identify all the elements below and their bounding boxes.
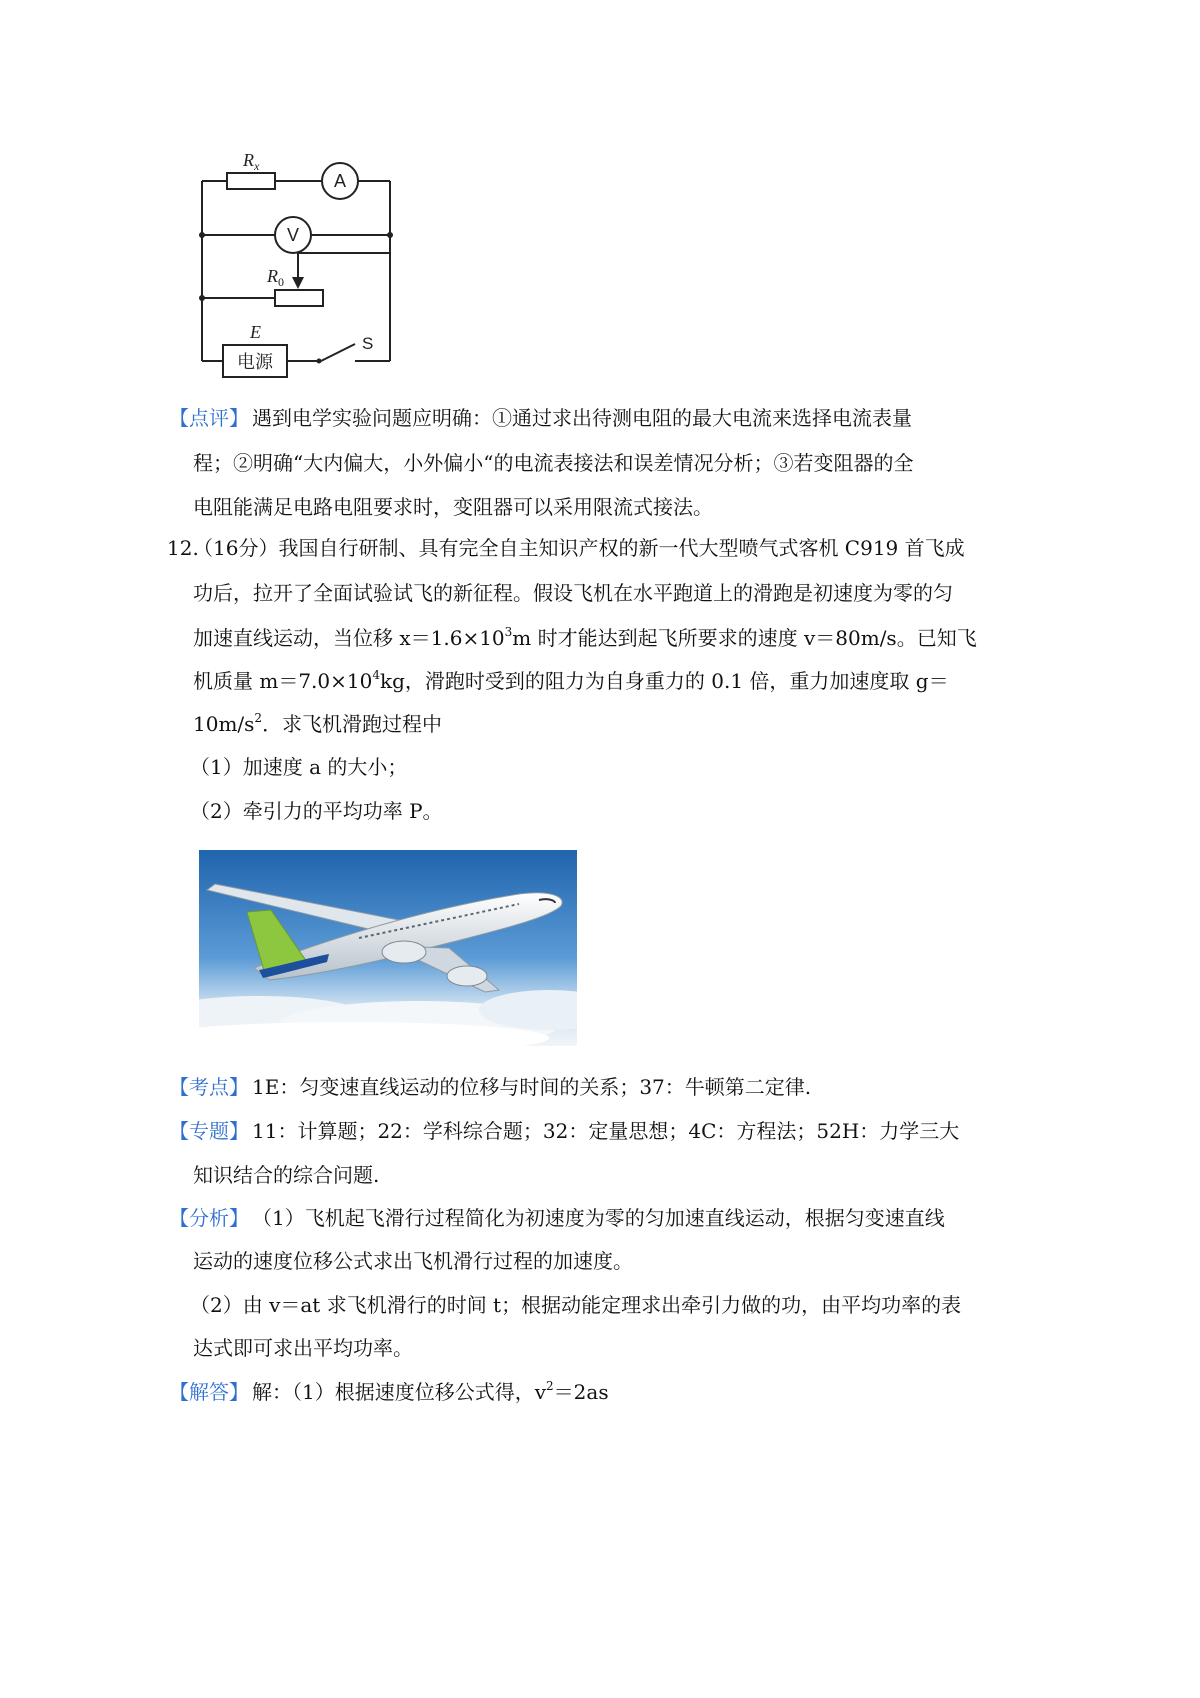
junction-dot (199, 232, 205, 238)
junction-dot (387, 232, 393, 238)
question-text-4: 机质量 $m=7.0\times 10^4kg$，滑跑时受到的阻力为自身重力的 0.1 倍，重力加速度取 g＝ (193, 668, 949, 693)
voltmeter-label: V (286, 225, 300, 245)
fenxi-text-3: （2）由 v＝at 求飞机滑行的时间 t；根据动能定理求出牵引力做的功，由平均功率的表 (190, 1293, 962, 1317)
jieda-text: 解：（1）根据速度位移公式得，$v^2=2as$ (252, 1379, 609, 1404)
question-text-3: 加速直线运动，当位移 $x=1.6\times 10^3m$ 时才能达到起飞所要求的速度 v＝80m/s。已知飞 (193, 625, 977, 650)
power-source-label: 电源 (237, 352, 273, 373)
question-sub-1-text: （1）加速度 a 的大小； (190, 755, 408, 779)
ammeter-label: A (333, 171, 347, 191)
rheostat-slider-arrow (292, 277, 304, 289)
question-text-2: 功后，拉开了全面试验试飞的新征程。假设飞机在水平跑道上的滑跑是初速度为零的匀 (193, 581, 953, 605)
zhuanti-text-2: 知识结合的综合问题. (193, 1163, 380, 1187)
kaodian-text: 1E：匀变速直线运动的位移与时间的关系；37：牛顿第二定律. (252, 1075, 812, 1099)
fenxi-text-1: （1）飞机起飞滑行过程简化为初速度为零的匀加速直线运动，根据匀变速直线 (252, 1206, 945, 1230)
engine (447, 966, 487, 986)
emf-label: E (250, 322, 261, 342)
c919-airplane-image (199, 850, 577, 1046)
jieda-tag: 【解答】 (169, 1380, 249, 1404)
fenxi-tag: 【分析】 (169, 1206, 249, 1230)
fenxi-text-4: 达式即可求出平均功率。 (193, 1336, 413, 1360)
review-tag: 【点评】 (169, 406, 249, 430)
r0-label: $R_0$ (267, 266, 284, 289)
review-text-2: 程；②明确“大内偏大，小外偏小“的电流表接法和误差情况分析；③若变阻器的全 (193, 451, 914, 475)
question-number: 12. (167, 536, 199, 560)
kaodian-tag: 【考点】 (169, 1075, 249, 1099)
switch-label: S (362, 334, 374, 353)
review-text-3: 电阻能满足电路电阻要求时，变阻器可以采用限流式接法。 (193, 495, 713, 519)
fenxi-text-2: 运动的速度位移公式求出飞机滑行过程的加速度。 (193, 1249, 633, 1273)
junction-dot (199, 295, 205, 301)
switch-contact (317, 359, 322, 364)
zhuanti-tag: 【专题】 (169, 1119, 249, 1143)
question-text-5: $10m/s^2$．求飞机滑跑过程中 (193, 711, 443, 736)
question-sub-2-text: （2）牵引力的平均功率 P。 (190, 799, 443, 823)
circuit-diagram (195, 148, 405, 388)
question-text-1: （16分）我国自行研制、具有完全自主知识产权的新一代大型喷气式客机 C919 首飞成 (193, 536, 965, 560)
rx-label: $R_x$ (243, 150, 260, 173)
engine (382, 941, 426, 963)
review-text-1: 遇到电学实验问题应明确：①通过求出待测电阻的最大电流来选择电流表量 (252, 406, 912, 430)
zhuanti-text-1: 11：计算题；22：学科综合题；32：定量思想；4C：方程法；52H：力学三大 (252, 1119, 960, 1143)
